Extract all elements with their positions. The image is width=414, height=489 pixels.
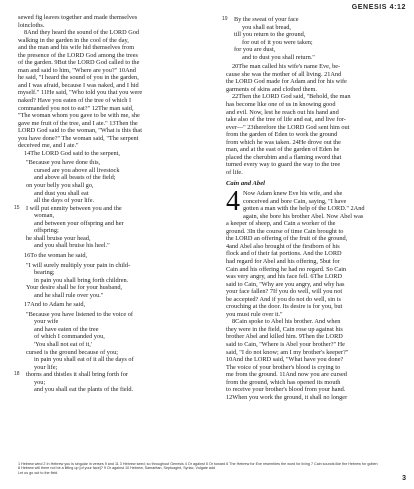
poetry-text: for out of it you were taken; bbox=[242, 38, 313, 46]
poetry-line bbox=[26, 262, 194, 270]
text-line: ever—" 23therefore the LORD God sent him out bbox=[226, 123, 350, 131]
poetry-line bbox=[26, 227, 194, 235]
text-line: from the ground, which has opened its mouth bbox=[226, 378, 341, 386]
poetry-line bbox=[26, 269, 194, 277]
text-line: naked? Have you eaten of the tree of which I bbox=[18, 97, 132, 105]
text-line: sewed fig leaves together and made themselves bbox=[18, 14, 138, 21]
text-line: of the garden. 9But the LORD God called to the bbox=[18, 59, 140, 67]
text-line: cause she was the mother of all living. 21And bbox=[226, 70, 342, 78]
poetry-line bbox=[234, 54, 406, 62]
poetry-line bbox=[26, 356, 194, 364]
poetry-text: you shall eat bread, bbox=[242, 23, 291, 31]
text-line: to receive your brother's blood from your hand. bbox=[226, 386, 346, 394]
poetry-text: and you shall bruise his heel." bbox=[34, 242, 110, 250]
poetry-text: cursed are you above all livestock bbox=[34, 166, 120, 174]
text-line: said to Cain, "Where is Abel your brother?" He bbox=[226, 340, 345, 348]
text-line: ground. 3In the course of time Cain brought to bbox=[226, 227, 344, 235]
poetry-text: he shall bruise your head, bbox=[26, 234, 91, 242]
poetry-text: your life; bbox=[34, 363, 58, 371]
poetry-line bbox=[14, 204, 194, 213]
text-line: and the man and his wife hid themselves from bbox=[18, 44, 135, 52]
running-head: GENESIS 4:12 bbox=[351, 4, 406, 11]
poetry-text: and dust you shall eat bbox=[34, 189, 89, 197]
verse-number: 19 bbox=[222, 16, 228, 22]
prose-paragraph bbox=[18, 29, 194, 150]
poetry-text: and above all beasts of the field; bbox=[34, 174, 116, 182]
text-line: 8And they heard the sound of the LORD God bbox=[24, 29, 140, 37]
poetry-text: "Because you have listened to the voice of bbox=[26, 310, 133, 318]
poetry-text: bearing; bbox=[34, 269, 55, 277]
footnotes bbox=[18, 462, 378, 475]
chapter-first-lines bbox=[226, 186, 406, 220]
prose-paragraph bbox=[18, 150, 194, 158]
text-line: a keeper of sheep, and Cain a worker of the bbox=[226, 220, 336, 228]
text-line: deceived me, and I ate." bbox=[18, 142, 79, 150]
poetry-text: you; bbox=[34, 378, 46, 386]
poetry-line bbox=[26, 386, 194, 394]
poetry-text: on your belly you shall go, bbox=[26, 182, 94, 190]
poetry-line bbox=[26, 349, 194, 357]
text-line: gave me fruit of the tree, and I ate." 13Then the bbox=[18, 119, 138, 127]
text-line: the LORD an offering of the fruit of the ground, bbox=[226, 235, 348, 243]
section-heading: Cain and Abel bbox=[226, 180, 265, 188]
poetry-text: and to dust you shall return." bbox=[242, 53, 315, 61]
prose-paragraph bbox=[226, 93, 406, 176]
poetry-line bbox=[26, 341, 194, 349]
poetry-text: I will put enmity between you and the bbox=[26, 204, 122, 212]
poetry-text: all the days of your life. bbox=[34, 197, 95, 205]
text-line: 12When you work the ground, it shall no longer bbox=[226, 393, 348, 401]
poetry-line bbox=[234, 31, 406, 39]
poetry-line bbox=[26, 190, 194, 198]
text-line: again, she bore his brother Abel. Now Abel was bbox=[243, 212, 364, 220]
text-line: 14The LORD God said to the serpent, bbox=[24, 149, 121, 157]
page-number: 3 bbox=[402, 475, 406, 482]
text-line: The voice of your brother's blood is crying to bbox=[226, 363, 341, 371]
text-line: brother Abel and killed him. 9Then the LORD bbox=[226, 333, 343, 341]
poetry-line bbox=[26, 333, 194, 341]
poetry-line bbox=[234, 24, 406, 32]
poetry-text: "I will surely multiply your pain in child- bbox=[26, 261, 131, 269]
text-line: be accepted? And if you do not do well, sin is bbox=[226, 295, 341, 303]
footnote-line: Let us go out to the field bbox=[18, 470, 58, 475]
poetry-text: 'You shall not eat of it,' bbox=[34, 340, 92, 348]
text-line: from which he was taken. 24He drove out the bbox=[226, 138, 341, 146]
text-line: you have done?" The woman said, "The serpent bbox=[18, 134, 139, 142]
poetry-line bbox=[26, 220, 194, 228]
poetry-line bbox=[26, 379, 194, 387]
poetry-block bbox=[26, 262, 194, 300]
text-line: was very angry, and his face fell. 6The LORD bbox=[226, 273, 343, 281]
left-column bbox=[14, 14, 194, 396]
text-line: crouching at the door. Its desire is for you, but bbox=[226, 303, 343, 311]
poetry-line bbox=[26, 167, 194, 175]
poetry-text: By the sweat of your face bbox=[234, 16, 299, 23]
text-line: you must rule over it." bbox=[226, 310, 283, 318]
poetry-line bbox=[26, 242, 194, 250]
text-line: garments of skins and clothed them. bbox=[226, 85, 317, 93]
text-line: the presence of the LORD God among the trees bbox=[18, 51, 138, 59]
prose-paragraph bbox=[18, 14, 194, 29]
text-line: 22Then the LORD God said, "Behold, the man bbox=[232, 93, 351, 101]
text-line: flock and of their fat portions. And the LORD bbox=[226, 250, 342, 258]
prose-paragraph bbox=[226, 63, 406, 93]
poetry-text: "Because you have done this, bbox=[26, 159, 101, 167]
poetry-line bbox=[26, 159, 194, 167]
text-line: myself." 11He said, "Who told you that you were bbox=[18, 89, 143, 97]
text-line: loincloths. bbox=[18, 21, 45, 29]
text-line: 4and Abel also brought of the firstborn of his bbox=[226, 242, 340, 250]
text-line: "The woman whom you gave to be with me, she bbox=[18, 112, 140, 120]
poetry-text: till you return to the ground, bbox=[234, 31, 306, 39]
poetry-text: and he shall rule over you." bbox=[34, 291, 104, 299]
text-line: has become like one of us in knowing good bbox=[226, 101, 336, 109]
poetry-line bbox=[26, 284, 194, 292]
poetry-text: and you shall eat the plants of the field. bbox=[34, 386, 134, 394]
text-line: placed the cherubim and a flaming sword that bbox=[226, 153, 342, 161]
poetry-text: your wife bbox=[34, 318, 59, 326]
poetry-text: of which I commanded you, bbox=[34, 333, 105, 341]
text-line: 10And the LORD said, "What have you done? bbox=[226, 356, 344, 364]
verse-number: 18 bbox=[14, 371, 20, 378]
poetry-text: and have eaten of the tree bbox=[34, 325, 99, 333]
poetry-text: in pain you shall eat of it all the days of bbox=[34, 356, 134, 364]
text-line: said to Cain, "Why are you angry, and why has bbox=[226, 280, 345, 288]
poetry-text: offspring; bbox=[34, 227, 59, 235]
prose-paragraph bbox=[226, 318, 406, 401]
chapter-start bbox=[226, 186, 406, 220]
right-column-bottom bbox=[226, 318, 406, 401]
chapter-text bbox=[226, 220, 406, 318]
poetry-text: Your desire shall be for your husband, bbox=[26, 284, 123, 292]
poetry-line bbox=[234, 46, 406, 54]
text-line: man, and at the east of the garden of Eden he bbox=[226, 146, 340, 154]
poetry-line bbox=[26, 212, 194, 220]
right-column-top bbox=[222, 16, 406, 176]
poetry-line bbox=[26, 364, 194, 372]
poetry-line bbox=[26, 182, 194, 190]
text-line: walking in the garden in the cool of the day, bbox=[18, 36, 129, 44]
poetry-line bbox=[234, 39, 406, 47]
prose-paragraph bbox=[18, 301, 194, 309]
text-line: the LORD God made for Adam and for his wife bbox=[226, 78, 347, 86]
poetry-line bbox=[26, 318, 194, 326]
text-line: 20The man called his wife's name Eve, be- bbox=[232, 63, 341, 71]
text-line: 16To the woman he said, bbox=[24, 251, 88, 259]
text-line: 17And to Adam he said, bbox=[24, 301, 86, 309]
poetry-line bbox=[26, 197, 194, 205]
poetry-text: and between your offspring and her bbox=[34, 219, 124, 227]
text-line: gotten a man with the help of the LORD." 2And bbox=[243, 205, 365, 213]
poetry-text: thorns and thistles it shall bring forth for bbox=[26, 371, 128, 379]
text-line: Cain and his offering he had no regard. So Cain bbox=[226, 265, 347, 273]
poetry-text: woman, bbox=[34, 212, 55, 220]
text-line: of life. bbox=[226, 168, 243, 176]
prose-paragraph bbox=[18, 252, 194, 260]
text-line: turned every way to guard the way to the tree bbox=[226, 161, 341, 169]
text-line: from the garden of Eden to work the ground bbox=[226, 131, 338, 139]
right-column bbox=[222, 14, 406, 401]
verse-number: 15 bbox=[14, 204, 20, 211]
poetry-line bbox=[26, 326, 194, 334]
poetry-text: for you are dust, bbox=[234, 46, 276, 54]
text-line: Now Adam knew Eve his wife, and she bbox=[243, 190, 343, 198]
poetry-line bbox=[26, 277, 194, 285]
text-line: take also of the tree of life and eat, and live for- bbox=[226, 116, 346, 124]
text-line: and I was afraid, because I was naked, and I hid bbox=[18, 81, 139, 89]
text-line: LORD God said to the woman, "What is this that bbox=[18, 127, 142, 135]
poetry-line bbox=[14, 371, 194, 379]
poetry-line bbox=[26, 174, 194, 182]
text-line: me from the ground. 11And now you are cursed bbox=[226, 371, 347, 379]
poetry-block bbox=[14, 310, 194, 394]
footnote-line: 1 Hebrew wind 2 In Hebrew you is singular in verses 9 and 11 3 Hebrew seed; so throughout Genesis 4 Or against 5 Or toward 6 The Hebrew for Eve resembles the word for living 7 Cain sounds like the Hebrew for gotten 8 Hebrew will there not be a lifting up [of your face]? 9 Or against 10 Hebrew, Samaritan, Septuagint, Syriac, Vulgate add bbox=[18, 462, 378, 471]
text-line: had regard for Abel and his offering, 5but for bbox=[226, 257, 340, 265]
text-line: commanded you not to eat?" 12The man said, bbox=[18, 104, 134, 112]
poetry-text: cursed is the ground because of you; bbox=[26, 348, 118, 356]
text-line: he said, "I heard the sound of you in the garden, bbox=[18, 74, 139, 82]
text-line: and evil. Now, lest he reach out his hand and bbox=[226, 108, 339, 116]
chapter-dropcap: 4 bbox=[226, 186, 240, 218]
poetry-line bbox=[26, 235, 194, 243]
text-line: 8Cain spoke to Abel his brother. And when bbox=[232, 318, 341, 326]
poetry-line bbox=[26, 311, 194, 319]
poetry-block bbox=[14, 159, 194, 250]
text-line: conceived and bore Cain, saying, "I have bbox=[243, 197, 347, 205]
poetry-line bbox=[222, 16, 406, 24]
text-line: said, "I do not know; am I my brother's keeper?" bbox=[226, 348, 349, 356]
text-line: they were in the field, Cain rose up against his bbox=[226, 325, 343, 333]
poetry-text: in pain you shall bring forth children. bbox=[34, 276, 129, 284]
text-line: man and said to him, "Where are you?" 10And bbox=[18, 66, 136, 74]
text-line: your face fallen? 7If you do well, will you not bbox=[226, 288, 343, 296]
poetry-line bbox=[26, 292, 194, 300]
poetry-block bbox=[222, 16, 406, 61]
